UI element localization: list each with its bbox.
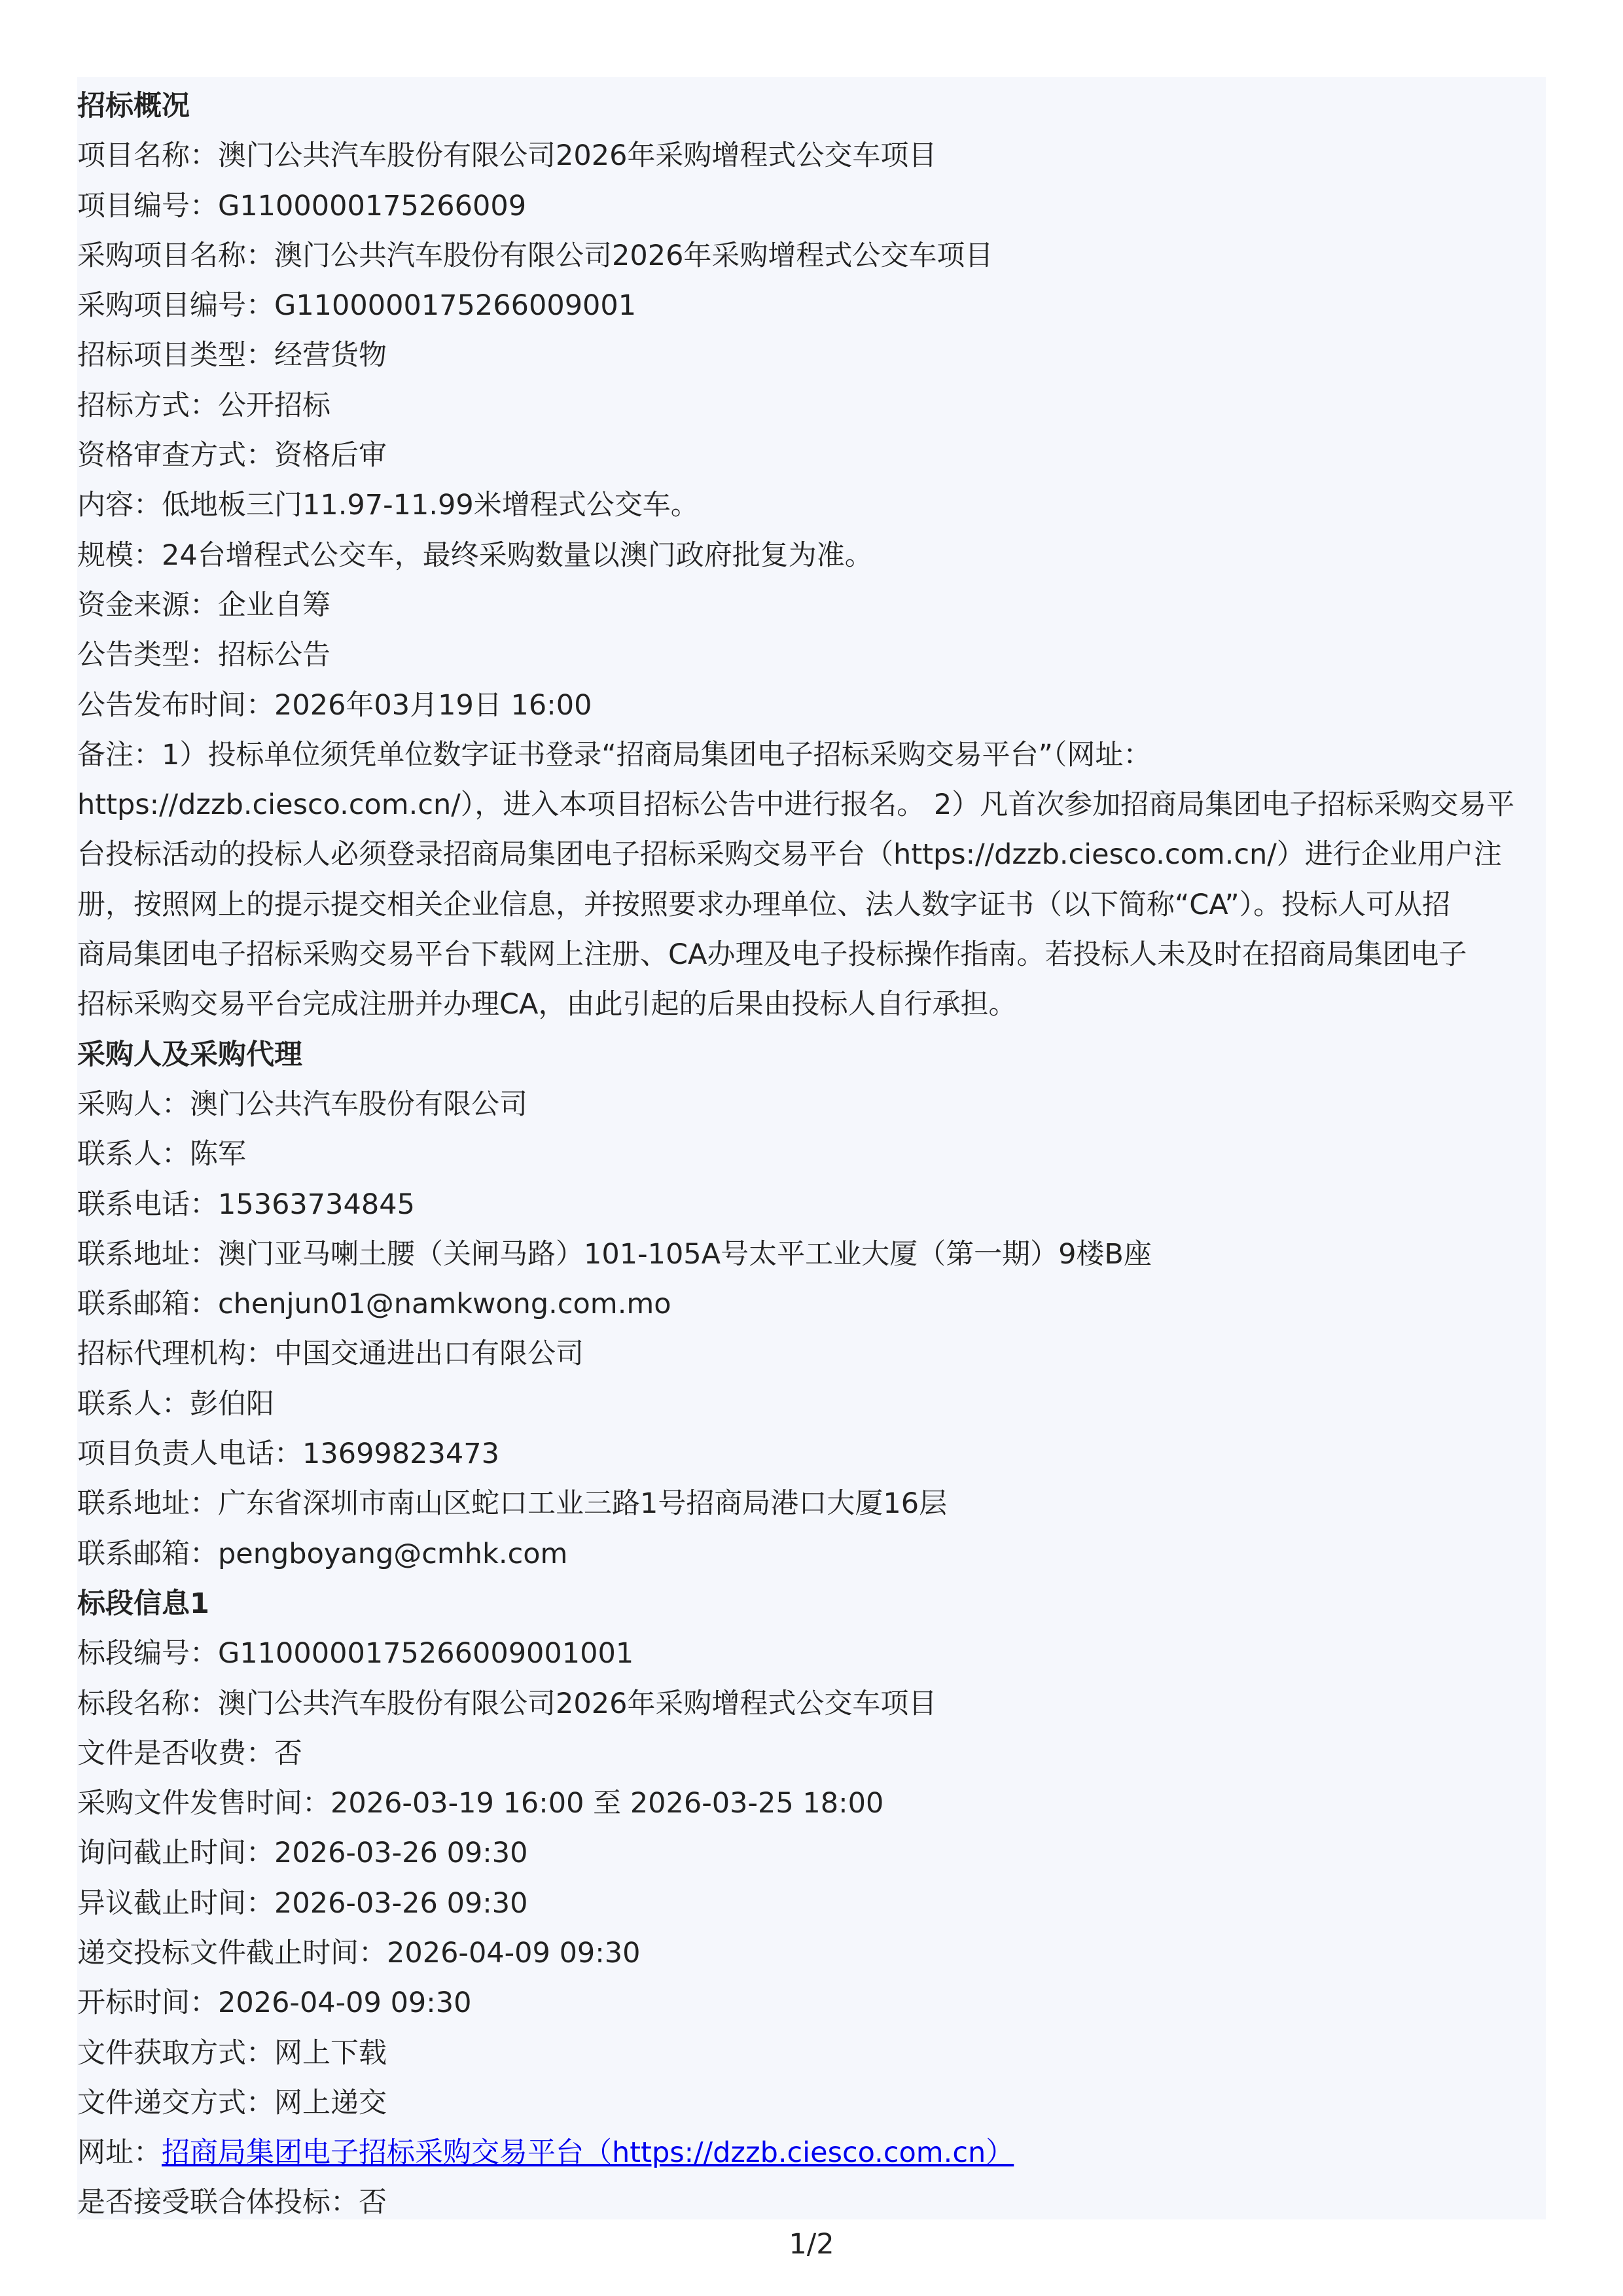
submit-deadline-label: 递交投标文件截止时间：: [77, 1936, 387, 1969]
agency-email-label: 联系邮箱：: [77, 1537, 218, 1570]
method-label: 招标方式：: [77, 389, 218, 422]
project-no-value: G1100000175266009: [218, 189, 527, 222]
opening-time-label: 开标时间：: [77, 1987, 218, 2020]
scale-row: [77, 531, 1546, 580]
content-row: [77, 480, 1546, 530]
scale-value: 24台增程式公交车，最终采购数量以澳门政府批复为准。: [162, 539, 873, 572]
purchase-no-value: G1100000175266009001: [274, 289, 637, 323]
purchaser-value: 澳门公共汽车股份有限公司: [190, 1087, 527, 1121]
sale-time-row: [77, 1778, 1546, 1828]
content-value: 低地板三门11.97-11.99米增程式公交车。: [162, 489, 699, 522]
submit-method-label: 文件递交方式：: [77, 2086, 274, 2119]
agency-address-row: [77, 1479, 1546, 1528]
page-number: 1/2: [789, 2228, 834, 2261]
agency-contact-value: 彭伯阳: [190, 1387, 274, 1421]
project-no-row: [77, 181, 1546, 231]
section-no-value: G1100000175266009001001: [218, 1637, 634, 1670]
email-label: 联系邮箱：: [77, 1288, 218, 1321]
project-name-value: 澳门公共汽车股份有限公司2026年采购增程式公交车项目: [218, 139, 937, 173]
agency-value: 中国交通进出口有限公司: [274, 1337, 584, 1371]
website-link[interactable]: 招商局集团电子招标采购交易平台（https://dzzb.ciesco.com.cn）: [162, 2136, 1014, 2170]
submit-deadline-row: [77, 1928, 1546, 1978]
section-name-value: 澳门公共汽车股份有限公司2026年采购增程式公交车项目: [218, 1687, 937, 1720]
publish-time-row: [77, 680, 1546, 730]
obtain-method-value: 网上下载: [274, 2036, 387, 2070]
section-name-row: [77, 1679, 1546, 1729]
website-row: [77, 2128, 1546, 2178]
notice-type-label: 公告类型：: [77, 639, 218, 672]
document-content: [77, 77, 1546, 2219]
project-no-label: 项目编号：: [77, 189, 218, 222]
agency-email-row: [77, 1529, 1546, 1579]
notice-type-value: 招标公告: [218, 639, 330, 672]
opening-time-row: [77, 1978, 1546, 2028]
review-value: 资格后审: [274, 439, 387, 472]
purchaser-row: [77, 1080, 1546, 1129]
notice-type-row: [77, 630, 1546, 680]
project-type-row: [77, 330, 1546, 380]
fund-row: [77, 580, 1546, 630]
purchase-no-label: 采购项目编号：: [77, 289, 274, 323]
purchase-name-label: 采购项目名称：: [77, 239, 274, 272]
section-heading-overview: 招标概况: [77, 90, 190, 122]
review-label: 资格审查方式：: [77, 439, 274, 472]
inquiry-deadline-label: 询问截止时间：: [77, 1837, 274, 1870]
sale-time-value: 2026-03-19 16:00 至 2026-03-25 18:00: [330, 1787, 884, 1820]
purchase-no-row: [77, 281, 1546, 330]
agency-address-label: 联系地址：: [77, 1487, 218, 1521]
phone-value: 15363734845: [218, 1188, 415, 1221]
contact-value: 陈军: [190, 1138, 246, 1171]
section-no-row: [77, 1629, 1546, 1678]
email-row: [77, 1279, 1546, 1329]
fee-label: 文件是否收费：: [77, 1737, 274, 1770]
contact-label: 联系人：: [77, 1138, 190, 1171]
opening-time-value: 2026-04-09 09:30: [218, 1987, 472, 2020]
inquiry-deadline-value: 2026-03-26 09:30: [274, 1837, 528, 1870]
project-name-row: [77, 131, 1546, 181]
obtain-method-row: [77, 2028, 1546, 2078]
phone-row: [77, 1180, 1546, 1229]
fee-value: 否: [274, 1737, 302, 1770]
method-row: [77, 381, 1546, 431]
remarks-line-1: 备注：1）投标单位须凭单位数字证书登录“招商局集团电子招标采购交易平台”（网址：: [77, 738, 1152, 771]
remarks-line-3: 台投标活动的投标人必须登录招商局集团电子招标采购交易平台（https://dzzb.ciesco.com.cn/）进行企业用户注: [77, 838, 1502, 872]
agency-address-value: 广东省深圳市南山区蛇口工业三路1号招商局港口大厦16层: [218, 1487, 948, 1521]
fee-row: [77, 1729, 1546, 1778]
section-no-label: 标段编号：: [77, 1637, 218, 1670]
agency-contact-row: [77, 1379, 1546, 1429]
project-name-label: 项目名称：: [77, 139, 218, 173]
remarks-line-2: https://dzzb.ciesco.com.cn/），进入本项目招标公告中进行报名。 2）凡首次参加招商局集团电子招标采购交易平: [77, 788, 1515, 822]
address-label: 联系地址：: [77, 1237, 218, 1271]
purchaser-label: 采购人：: [77, 1087, 190, 1121]
remarks-line-6: 招标采购交易平台完成注册并办理CA，由此引起的后果由投标人自行承担。: [77, 988, 1017, 1021]
remarks-line-4: 册，按照网上的提示提交相关企业信息，并按照要求办理单位、法人数字证书（以下简称“CA”）。投标人可从招: [77, 888, 1451, 921]
sale-time-label: 采购文件发售时间：: [77, 1787, 330, 1820]
manager-phone-value: 13699823473: [302, 1438, 499, 1471]
objection-deadline-row: [77, 1879, 1546, 1928]
email-value: chenjun01@namkwong.com.mo: [218, 1288, 671, 1321]
purchase-name-row: [77, 231, 1546, 281]
submit-method-row: [77, 2078, 1546, 2128]
section-heading-lot: 标段信息1: [77, 1587, 209, 1620]
consortium-label: 是否接受联合体投标：: [77, 2186, 359, 2219]
scale-label: 规模：: [77, 539, 162, 572]
objection-deadline-value: 2026-03-26 09:30: [274, 1886, 528, 1920]
purchase-name-value: 澳门公共汽车股份有限公司2026年采购增程式公交车项目: [274, 239, 993, 272]
method-value: 公开招标: [218, 389, 330, 422]
agency-row: [77, 1329, 1546, 1379]
review-row: [77, 431, 1546, 480]
address-row: [77, 1229, 1546, 1279]
section-name-label: 标段名称：: [77, 1687, 218, 1720]
project-type-value: 经营货物: [274, 339, 387, 372]
manager-phone-label: 项目负责人电话：: [77, 1438, 302, 1471]
phone-label: 联系电话：: [77, 1188, 218, 1221]
document-lines: [77, 81, 1546, 2228]
content-label: 内容：: [77, 489, 162, 522]
address-value: 澳门亚马喇土腰（关闸马路）101-105A号太平工业大厦（第一期）9楼B座: [218, 1237, 1152, 1271]
submit-deadline-value: 2026-04-09 09:30: [387, 1936, 641, 1969]
agency-label: 招标代理机构：: [77, 1337, 274, 1371]
manager-phone-row: [77, 1429, 1546, 1479]
fund-value: 企业自筹: [218, 588, 330, 622]
agency-email-value: pengboyang@cmhk.com: [218, 1537, 568, 1570]
section-heading-purchaser: 采购人及采购代理: [77, 1038, 302, 1071]
fund-label: 资金来源：: [77, 588, 218, 622]
publish-time-label: 公告发布时间：: [77, 688, 274, 722]
website-label: 网址：: [77, 2136, 162, 2170]
contact-row: [77, 1129, 1546, 1179]
consortium-value: 否: [359, 2186, 387, 2219]
inquiry-deadline-row: [77, 1828, 1546, 1878]
agency-contact-label: 联系人：: [77, 1387, 190, 1421]
obtain-method-label: 文件获取方式：: [77, 2036, 274, 2070]
project-type-label: 招标项目类型：: [77, 339, 274, 372]
submit-method-value: 网上递交: [274, 2086, 387, 2119]
remarks-line-5: 商局集团电子招标采购交易平台下载网上注册、CA办理及电子投标操作指南。若投标人未及时在招商局集团电子: [77, 938, 1467, 972]
objection-deadline-label: 异议截止时间：: [77, 1886, 274, 1920]
publish-time-value: 2026年03月19日 16:00: [274, 688, 592, 722]
